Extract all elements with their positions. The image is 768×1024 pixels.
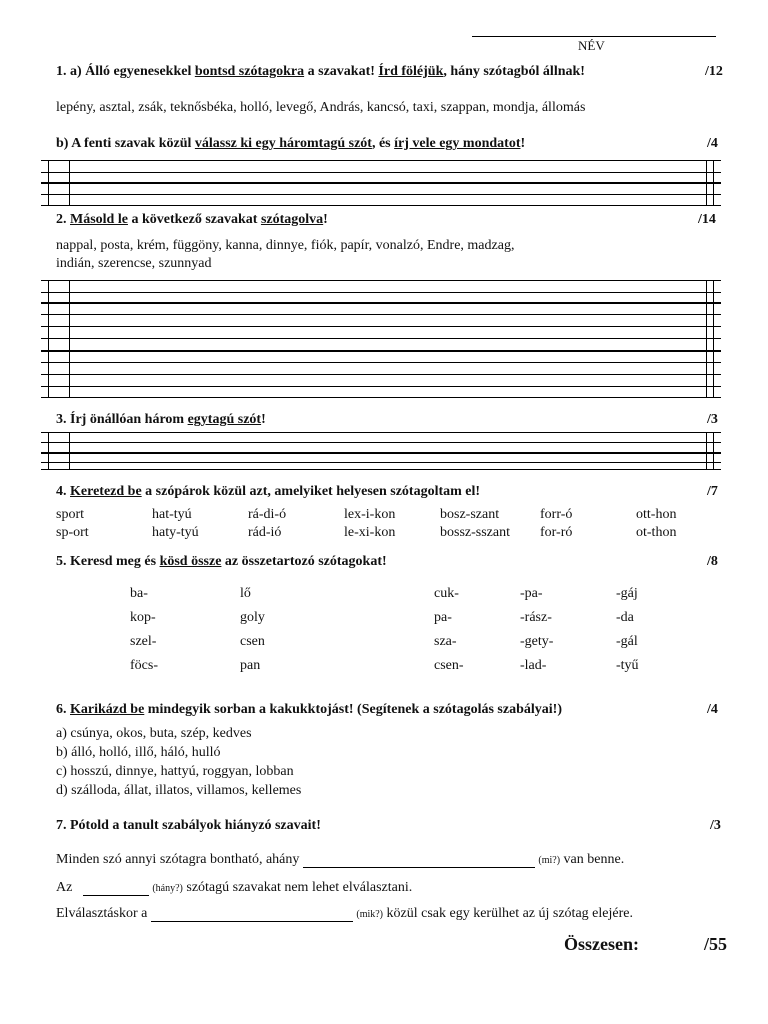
q1a-words: lepény, asztal, zsák, teknősbéka, holló, levegő, András, kancsó, taxi, szappan, mondja, állomás bbox=[56, 100, 586, 115]
q5-left-col1[interactable]: ba- kop- szel- föcs- bbox=[130, 586, 158, 673]
total-points: /55 bbox=[704, 934, 728, 954]
name-label: NÉV bbox=[578, 38, 605, 53]
q4-pair-0[interactable]: sport sp-ort bbox=[56, 507, 89, 540]
q7-blank-1[interactable] bbox=[303, 853, 535, 868]
q2-words-line2: indián, szerencse, szunnyad bbox=[56, 256, 212, 271]
q2-points: /14 bbox=[698, 212, 716, 227]
q7-sentence-3: Elválasztáskor a (mik?) közül csak egy kerülhet az új szótag elejére. bbox=[56, 906, 633, 921]
q2-words-line1: nappal, posta, krém, függöny, kanna, dinnye, fiók, papír, vonalzó, Endre, madzag, bbox=[56, 238, 515, 253]
q7-points: /3 bbox=[710, 818, 721, 833]
q6-row-a: a) csúnya, okos, buta, szép, kedves bbox=[56, 726, 252, 741]
q3-heading: 3. Írj önállóan három egytagú szót! bbox=[56, 412, 266, 427]
q5-left-col2[interactable]: lő goly csen pan bbox=[240, 586, 265, 673]
q1b-heading: b) A fenti szavak közül válassz ki egy háromtagú szót, és írj vele egy mondatot! bbox=[56, 136, 526, 151]
q4-pair-4[interactable]: bosz-szant bossz-sszant bbox=[440, 507, 510, 540]
total-label: Összesen: bbox=[564, 934, 639, 954]
q7-blank-2[interactable] bbox=[83, 881, 149, 896]
q7-sentence-2: Az (hány?) szótagú szavakat nem lehet elválasztani. bbox=[56, 880, 413, 895]
q5-right-col2[interactable]: -pa- -rász- -gety- -lad- bbox=[520, 586, 554, 673]
q6-heading: 6. Karikázd be mindegyik sorban a kakukktojást! (Segítenek a szótagolás szabályai!) bbox=[56, 702, 562, 717]
q2-writing-lines[interactable] bbox=[48, 280, 714, 398]
q6-rows[interactable] bbox=[56, 724, 301, 800]
q5-points: /8 bbox=[707, 554, 718, 569]
q6-points: /4 bbox=[707, 702, 718, 717]
q2-heading: 2. Másold le a következő szavakat szótagolva! bbox=[56, 212, 328, 227]
q3-points: /3 bbox=[707, 412, 718, 427]
q4-heading: 4. Keretezd be a szópárok közül azt, amelyiket helyesen szótagoltam el! bbox=[56, 484, 481, 499]
q5-heading: 5. Keresd meg és kösd össze az összetartozó szótagokat! bbox=[56, 554, 387, 569]
q4-pair-1[interactable]: hat-tyú haty-tyú bbox=[152, 507, 199, 540]
q1a-points: /12 bbox=[705, 64, 723, 79]
q4-points: /7 bbox=[707, 484, 718, 499]
q5-right-col1[interactable]: cuk- pa- sza- csen- bbox=[434, 586, 464, 673]
q4-pair-6[interactable]: ott-hon ot-thon bbox=[636, 507, 677, 540]
q7-heading: 7. Pótold a tanult szabályok hiányzó szavait! bbox=[56, 818, 321, 833]
q7-blank-3[interactable] bbox=[151, 907, 353, 922]
q1a-heading: 1. a) Álló egyenesekkel bontsd szótagokra a szavakat! Írd föléjük, hány szótagból állnak! bbox=[56, 64, 585, 79]
q1b-points: /4 bbox=[707, 136, 718, 151]
q6-row-d: d) szálloda, állat, illatos, villamos, kellemes bbox=[56, 783, 302, 798]
q6-row-c: c) hosszú, dinnye, hattyú, roggyan, lobban bbox=[56, 764, 294, 779]
name-line[interactable] bbox=[472, 36, 716, 37]
q6-row-b: b) álló, holló, illő, háló, hulló bbox=[56, 745, 221, 760]
q4-pair-5[interactable]: forr-ó for-ró bbox=[540, 507, 573, 540]
q5-right-col3[interactable]: -gáj -da -gál -tyű bbox=[616, 586, 639, 673]
q4-pair-3[interactable]: lex-i-kon le-xi-kon bbox=[344, 507, 396, 540]
q1b-writing-lines[interactable] bbox=[48, 160, 714, 206]
q7-sentence-1: Minden szó annyi szótagra bontható, ahány (mi?) van benne. bbox=[56, 852, 625, 867]
q3-writing-lines[interactable] bbox=[48, 432, 714, 470]
q4-pair-2[interactable]: rá-di-ó rád-ió bbox=[248, 507, 287, 540]
